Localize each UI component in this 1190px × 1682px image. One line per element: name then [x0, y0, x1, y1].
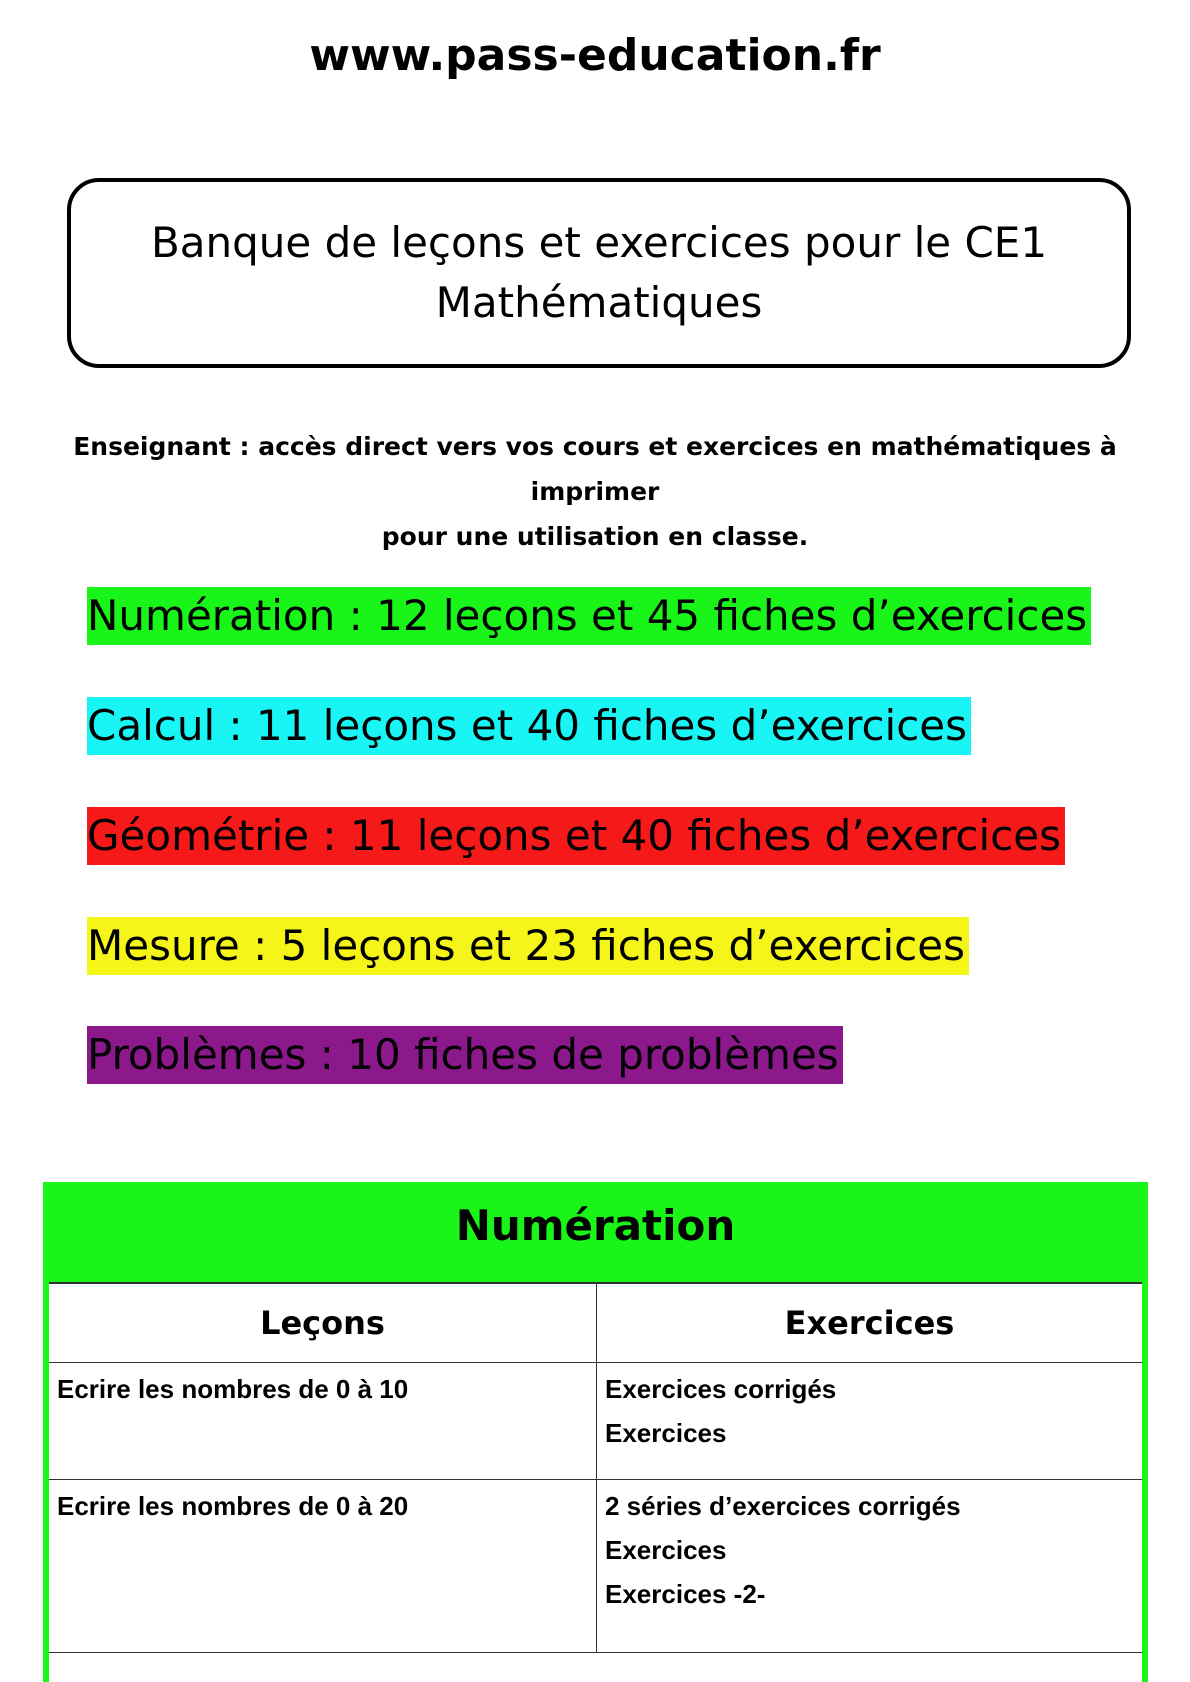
- numeration-table: [49, 1284, 1142, 1653]
- intro-line-2: pour une utilisation en classe.: [381, 522, 809, 551]
- exercise-link[interactable]: Exercices corrigés: [605, 1374, 837, 1404]
- table-header-row: [49, 1284, 1142, 1363]
- table-row: [49, 1363, 1142, 1480]
- numeration-section: [43, 1182, 1148, 1682]
- table-row: [49, 1480, 1142, 1653]
- summary-numeration-link[interactable]: Numération : 12 leçons et 45 fiches d’exercices: [87, 587, 1091, 645]
- intro-text: [30, 424, 1160, 559]
- title-line-1: Banque de leçons et exercices pour le CE1: [150, 218, 1048, 267]
- exercise-cell: [597, 1363, 1143, 1480]
- lesson-link[interactable]: Ecrire les nombres de 0 à 10: [49, 1363, 597, 1480]
- exercise-link[interactable]: Exercices -2-: [605, 1579, 766, 1609]
- site-url-header[interactable]: www.pass-education.fr: [309, 30, 881, 81]
- lesson-link[interactable]: Ecrire les nombres de 0 à 20: [49, 1480, 597, 1653]
- exercise-link[interactable]: Exercices: [605, 1418, 727, 1448]
- summary-calcul-link[interactable]: Calcul : 11 leçons et 40 fiches d’exercices: [87, 697, 971, 755]
- summary-problemes-link[interactable]: Problèmes : 10 fiches de problèmes: [87, 1026, 843, 1084]
- summary-mesure-link[interactable]: Mesure : 5 leçons et 23 fiches d’exercices: [87, 917, 969, 975]
- exercise-link[interactable]: Exercices: [605, 1535, 727, 1565]
- title-line-2: Mathématiques: [435, 278, 763, 327]
- exercise-cell: [597, 1480, 1143, 1653]
- summary-geometrie-link[interactable]: Géométrie : 11 leçons et 40 fiches d’exercices: [87, 807, 1065, 865]
- intro-line-1: Enseignant : accès direct vers vos cours et exercices en mathématiques à imprimer: [73, 432, 1117, 506]
- title-box: [67, 178, 1131, 368]
- column-header-lecons: Leçons: [49, 1284, 597, 1363]
- numeration-table-container: [49, 1282, 1142, 1682]
- numeration-section-title: Numération: [455, 1201, 736, 1250]
- column-header-exercices: Exercices: [597, 1284, 1143, 1363]
- exercise-link[interactable]: 2 séries d’exercices corrigés: [605, 1491, 961, 1521]
